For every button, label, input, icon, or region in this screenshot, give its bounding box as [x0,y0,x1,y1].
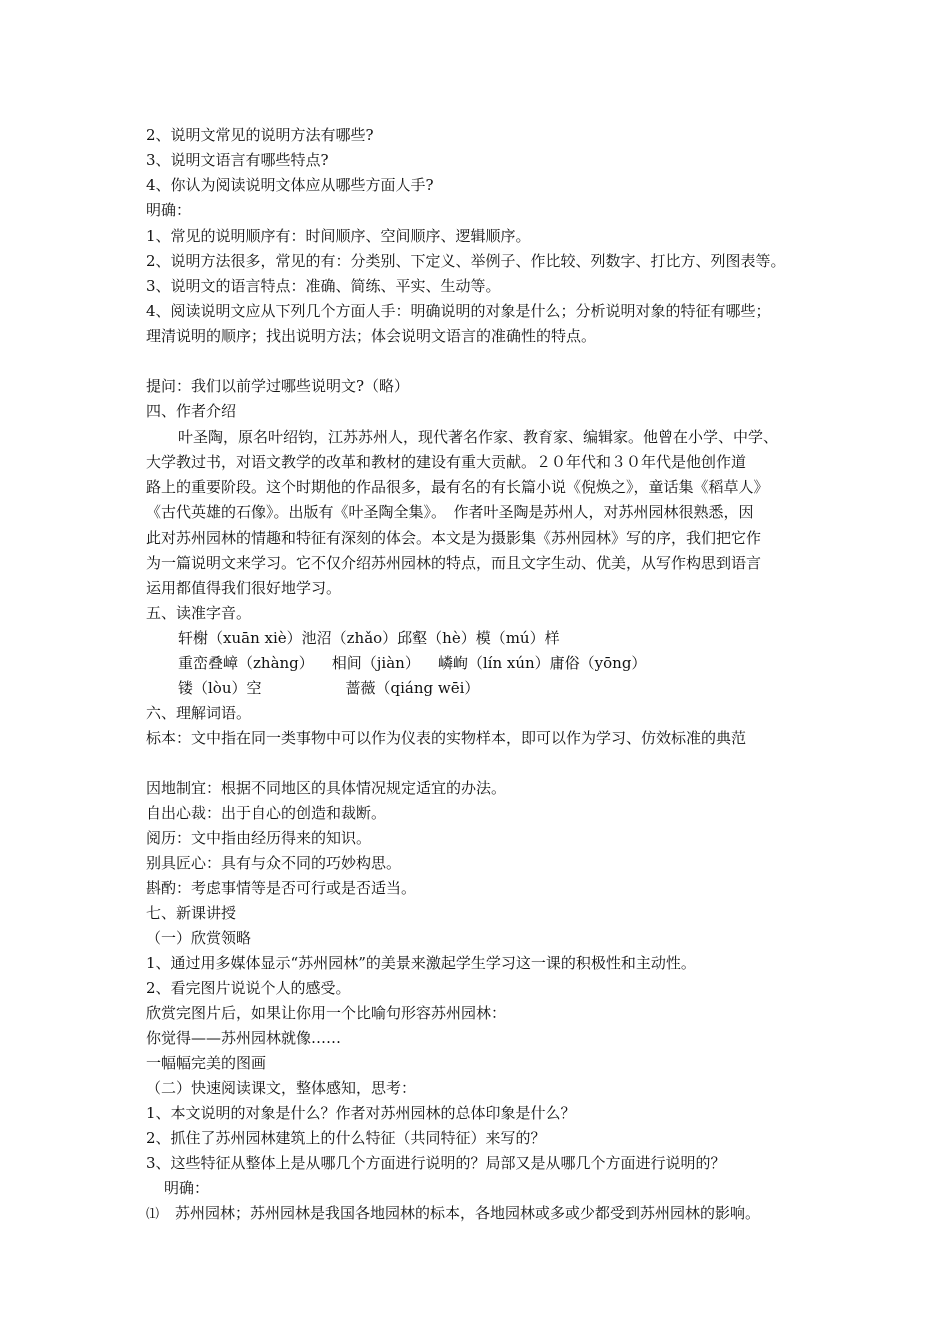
author-paragraph-line: 路上的重要阶段。这个时期他的作品很多，最有名的有长篇小说《倪焕之》，童话集《稻草人》 [146,478,769,496]
section7-title: 七、新课讲授 [146,904,237,922]
pinyin-item: 重峦叠嶂（zhàng） [178,654,314,672]
pinyin-row [178,678,479,698]
term-definition: 自出心裁：出于自心的创造和裁断。 [146,804,387,822]
question-line: 2、说明文常见的说明方法有哪些? [146,126,374,144]
term-definition: 标本：文中指在同一类事物中可以作为仪表的实物样本，即可以作为学习、仿效标准的典范 [146,729,747,747]
author-paragraph-line: 《古代英雄的石像》。出版有《叶圣陶全集》。 作者叶圣陶是苏州人，对苏州园林很熟悉，因 [146,503,754,521]
answer-line: 2、说明方法很多，常见的有：分类别、下定义、举例子、作比较、列数字、打比方、列图表等。 [146,252,786,270]
author-paragraph-line: 运用都值得我们很好地学习。 [146,579,342,597]
pinyin-row [178,653,646,673]
pinyin-item: 相间（jiàn） [331,654,420,672]
part2-question: 2、抓住了苏州园林建筑上的什么特征（共同特征）来写的？ [146,1129,546,1147]
pinyin-item: 镂（lòu）空 [178,679,262,697]
term-definition: 阅历：文中指由经历得来的知识。 [146,829,372,847]
section5-title: 五、读准字音。 [146,604,252,622]
mingque-label: 明确： [146,201,192,219]
author-paragraph-line: 此对苏州园林的情趣和特征有深刻的体会。本文是为摄影集《苏州园林》写的序，我们把它作 [146,529,762,547]
part1-line: 一幅幅完美的图画 [146,1054,267,1072]
part2-question: 1、本文说明的对象是什么？作者对苏州园林的总体印象是什么？ [146,1104,576,1122]
answer-line: 理清说明的顺序；找出说明方法；体会说明文语言的准确性的特点。 [146,327,597,345]
term-definition: 因地制宜：根据不同地区的具体情况规定适宜的办法。 [146,779,507,797]
question-line: 4、你认为阅读说明文体应从哪些方面人手? [146,176,434,194]
section6-title: 六、理解词语。 [146,704,252,722]
part1-line: 1、通过用多媒体显示“苏州园林”的美景来激起学生学习这一课的积极性和主动性。 [146,954,696,972]
author-paragraph-line: 叶圣陶，原名叶绍钧，江苏苏州人，现代著名作家、教育家、编辑家。他曾在小学、中学、 [178,428,779,446]
pinyin-row: 轩榭（xuān xiè）池沼（zhǎo）邱壑（hè）模（mú）样 [178,629,560,647]
author-paragraph-line: 为一篇说明文来学习。它不仅介绍苏州园林的特点，而且文字生动、优美，从写作构思到语言 [146,554,762,572]
pinyin-item: 蔷薇（qiáng wēi） [345,679,480,697]
answer-item [146,1203,760,1225]
section4-title: 四、作者介绍 [146,402,237,420]
term-definition: 斟酌：考虑事情等是否可行或是否适当。 [146,879,417,897]
term-definition: 别具匠心：具有与众不同的巧妙构思。 [146,854,402,872]
answer-text: 苏州园林；苏州园林是我国各地园林的标本，各地园林或多或少都受到苏州园林的影响。 [175,1204,761,1222]
answer-number: ⑴ [146,1207,160,1222]
answer-line: 3、说明文的语言特点：准确、简练、平实、生动等。 [146,277,501,295]
author-paragraph-line: 大学教过书，对语文教学的改革和教材的建设有重大贡献。２０年代和３０年代是他创作道 [146,453,747,471]
part1-line: 2、看完图片说说个人的感受。 [146,979,351,997]
part1-title: （一）欣赏领略 [146,929,252,947]
answer-line: 1、常见的说明顺序有：时间顺序、空间顺序、逻辑顺序。 [146,227,531,245]
question-line: 3、说明文语言有哪些特点? [146,151,329,169]
answer-line: 4、阅读说明文应从下列几个方面人手：明确说明的对象是什么；分析说明对象的特征有哪些； [146,302,771,320]
question-prev: 提问：我们以前学过哪些说明文?（略） [146,377,410,395]
part1-line: 你觉得——苏州园林就像…… [146,1029,342,1047]
part2-question: 3、这些特征从整体上是从哪几个方面进行说明的？局部又是从哪几个方面进行说明的？ [146,1154,726,1172]
mingque-label: 明确： [164,1179,210,1197]
pinyin-item: 嶙峋（lín xún）庸俗（yōng） [437,654,647,672]
part2-title: （二）快速阅读课文，整体感知，思考： [146,1079,417,1097]
part1-line: 欣赏完图片后，如果让你用一个比喻句形容苏州园林： [146,1004,507,1022]
